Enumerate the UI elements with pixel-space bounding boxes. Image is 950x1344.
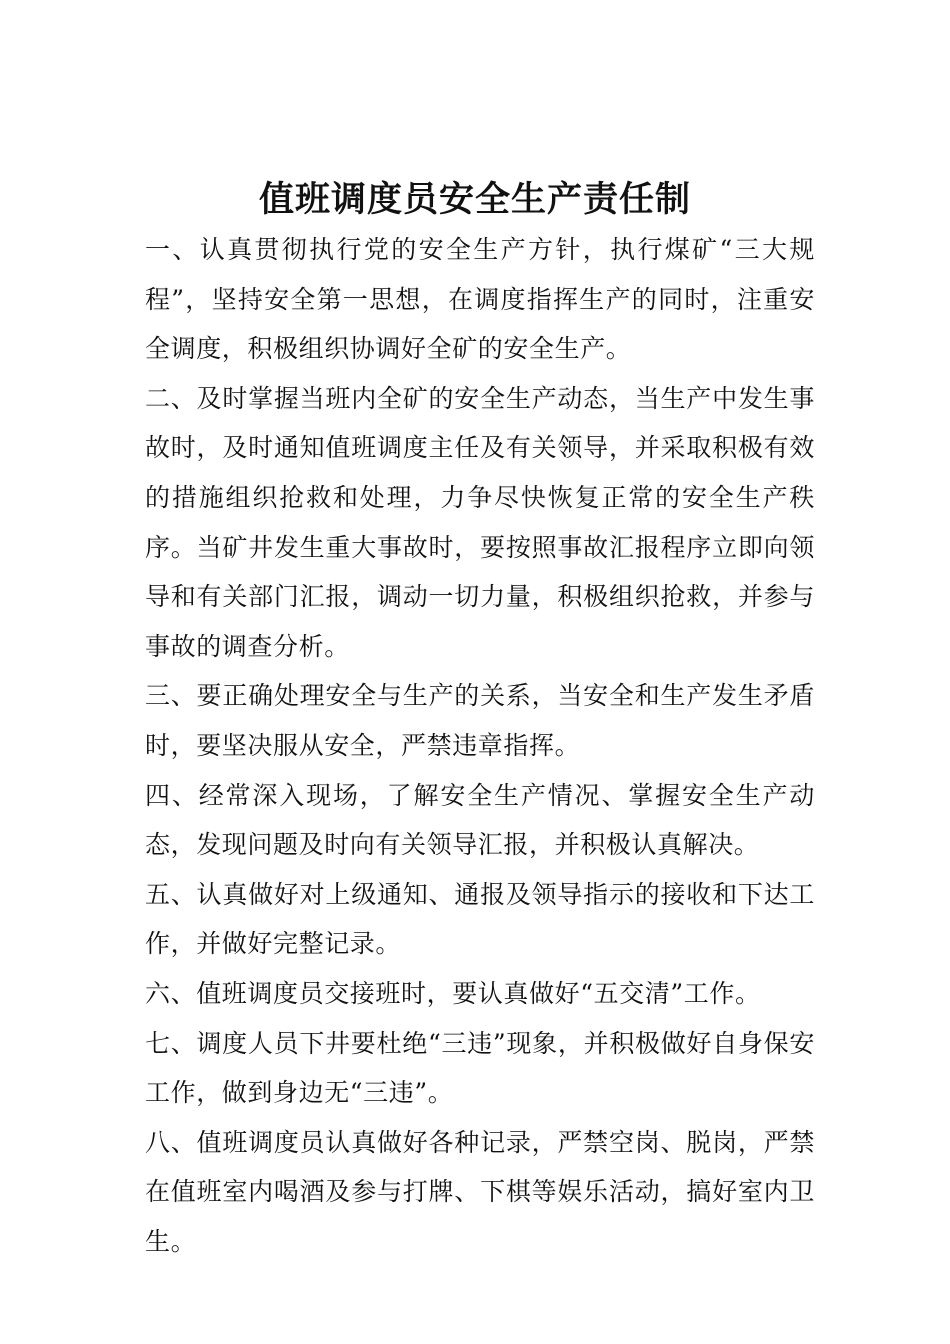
paragraph-7: 七、调度人员下井要杜绝“三违”现象，并积极做好自身保安工作，做到身边无“三违”。 xyxy=(145,1028,815,1108)
paragraph-8: 八、值班调度员认真做好各种记录，严禁空岗、脱岗，严禁在值班室内喝酒及参与打牌、下棋等娱乐活动，搞好室内卫生。 xyxy=(145,1127,815,1256)
document-body xyxy=(145,225,815,1266)
document-title: 值班调度员安全生产责任制 xyxy=(258,180,691,220)
paragraph-5: 五、认真做好对上级通知、通报及领导指示的接收和下达工作，并做好完整记录。 xyxy=(145,879,815,959)
paragraph-3: 三、要正确处理安全与生产的关系，当安全和生产发生矛盾时，要坚决服从安全，严禁违章指挥。 xyxy=(145,681,815,760)
paragraph-1: 一、认真贯彻执行党的安全生产方针，执行煤矿“三大规程”，坚持安全第一思想，在调度指挥生产的同时，注重安全调度，积极组织协调好全矿的安全生产。 xyxy=(145,235,815,364)
paragraph-4: 四、经常深入现场，了解安全生产情况、掌握安全生产动态，发现问题及时向有关领导汇报，并积极认真解决。 xyxy=(145,780,815,860)
paragraph-6: 六、值班调度员交接班时，要认真做好“五交清”工作。 xyxy=(145,978,761,1008)
paragraph-2: 二、及时掌握当班内全矿的安全生产动态，当生产中发生事故时，及时通知值班调度主任及有关领导，并采取积极有效的措施组织抢救和处理，力争尽快恢复正常的安全生产秩序。当矿井发生重大事故时，要按照事故汇报程序立即向领导和有关部门汇报，调动一切力量，积极组织抢救，并参与事故的调查分析。 xyxy=(145,383,815,661)
